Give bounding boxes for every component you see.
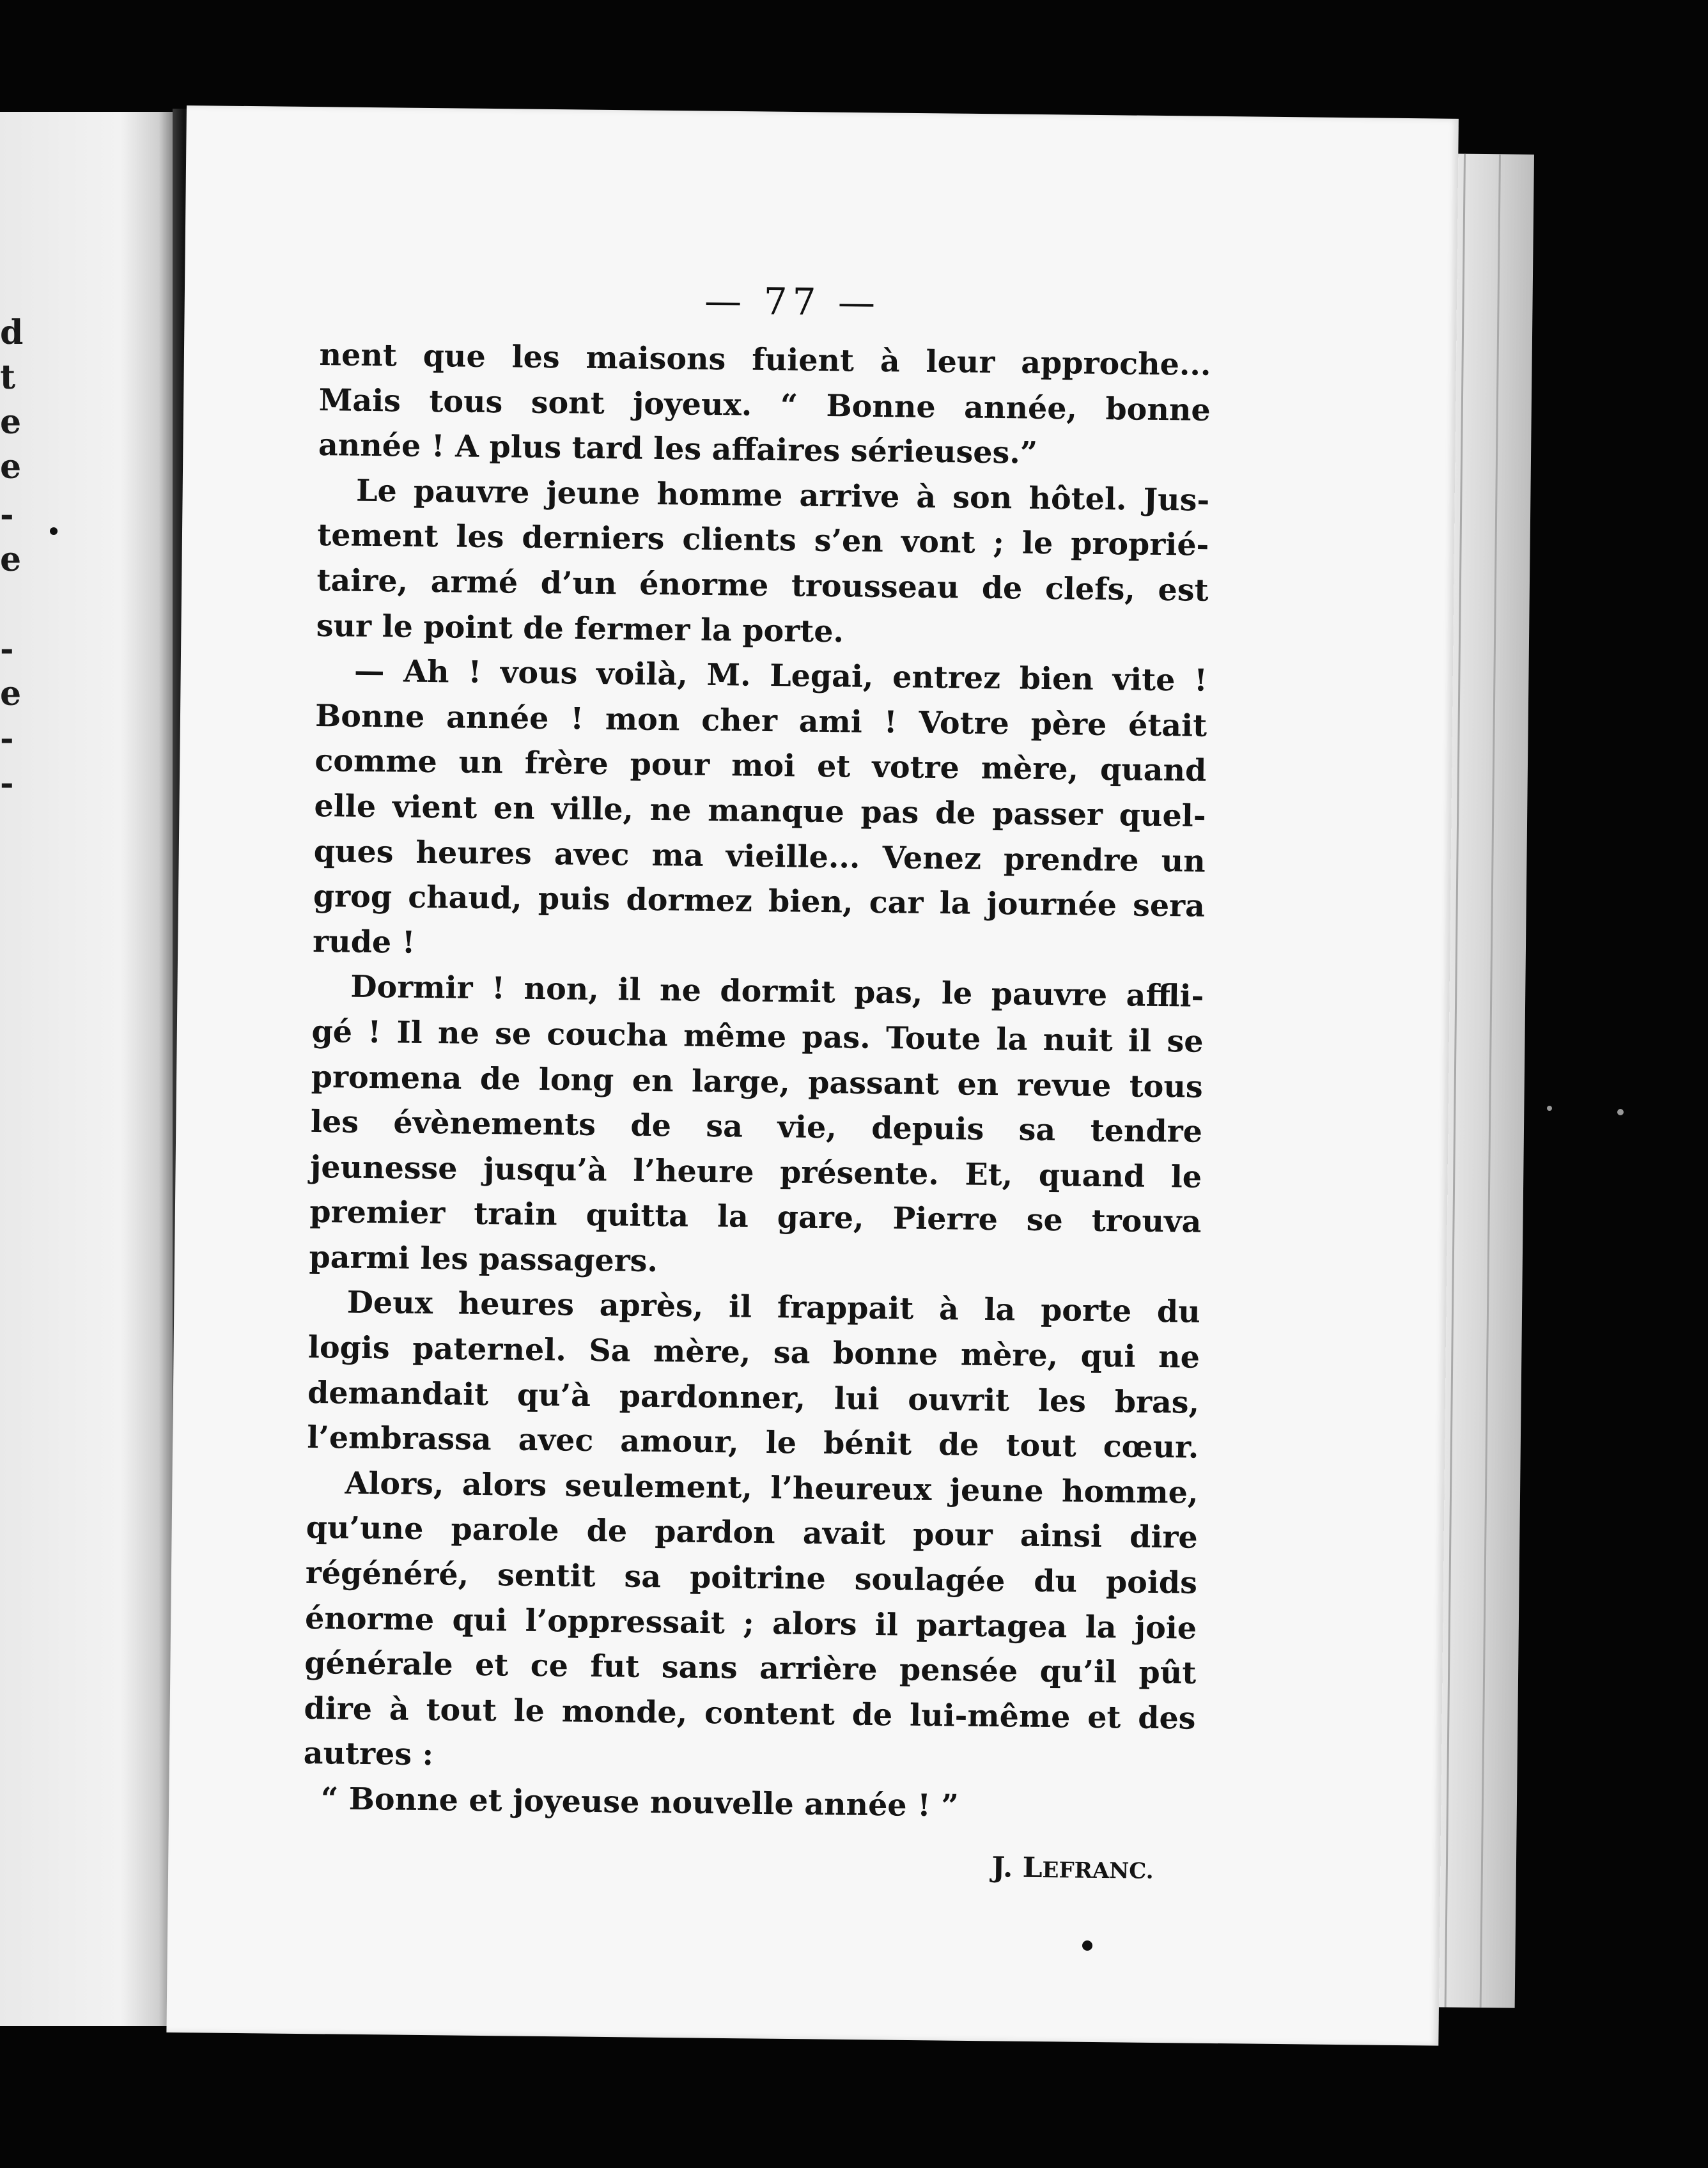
left-page-fragment: - — [0, 764, 14, 803]
text-line: l’embrassa avec amour, le bénit de tout cœur. — [307, 1420, 1199, 1466]
text-line: parmi les passagers. — [309, 1239, 658, 1279]
signature-rest: EFRANC. — [1042, 1857, 1154, 1884]
ink-speck — [1617, 1109, 1624, 1115]
ink-speck — [50, 527, 58, 535]
text-line: Mais tous sont joyeux. “ Bonne année, bonne — [318, 382, 1211, 428]
text-line: — Ah ! vous voilà, M. Legai, entrez bien vite ! — [353, 653, 1208, 699]
left-page-fragment: d — [0, 313, 24, 352]
text-line: Deux heures après, il frappait à la porte du — [346, 1285, 1201, 1331]
text-line: elle vient en ville, ne manque pas de passer quel- — [314, 787, 1206, 834]
left-page-fragment: - — [0, 630, 14, 669]
text-line: Bonne année ! mon cher ami ! Votre père était — [314, 697, 1207, 744]
text-line: qu’une parole de pardon avait pour ainsi dire — [306, 1510, 1199, 1556]
text-line: logis paternel. Sa mère, sa bonne mère, qui ne — [307, 1329, 1200, 1375]
left-page-fragment: e — [0, 674, 22, 713]
left-page-fragment: t — [0, 358, 16, 397]
left-page-fragment: e — [0, 540, 22, 579]
text-line: demandait qu’à pardonner, lui ouvrit les bras, — [307, 1374, 1200, 1421]
left-facing-page — [0, 112, 173, 2026]
text-line: Alors, alors seulement, l’heureux jeune homme, — [345, 1465, 1199, 1511]
text-line: premier train quitta la gare, Pierre se trouva — [309, 1194, 1202, 1241]
ink-speck — [1082, 1940, 1092, 1951]
left-page-fragment: - — [0, 719, 14, 758]
page-number: — 77 — — [704, 279, 881, 325]
text-line: jeunesse jusqu’à l’heure présente. Et, quand le — [309, 1149, 1202, 1195]
text-line: générale et ce fut sans arrière pensée qu’il pût — [304, 1645, 1197, 1691]
text-line: énorme qui l’oppressait ; alors il partagea la joie — [304, 1600, 1197, 1646]
text-line: dire à tout le monde, content de lui-même et des — [304, 1690, 1196, 1737]
text-line: “ Bonne et joyeuse nouvelle année ! ” — [320, 1781, 959, 1824]
text-line: régénéré, sentit sa poitrine soulagée du poids — [305, 1554, 1198, 1601]
signature-initial: J. L — [991, 1851, 1043, 1885]
text-line: ques heures avec ma vieille... Venez prendre un — [313, 833, 1206, 879]
body-text — [303, 332, 1211, 1831]
left-page-fragment: e — [0, 403, 22, 442]
text-line: Dormir ! non, il ne dormit pas, le pauvre affli- — [350, 968, 1204, 1015]
text-line: gé ! Il ne se coucha même pas. Toute la nuit il se — [311, 1013, 1204, 1060]
text-line: année ! A plus tard les affaires sérieuses.” — [318, 427, 1038, 471]
text-line: taire, armé d’un énorme trousseau de clefs, est — [316, 562, 1209, 608]
text-line: Le pauvre jeune homme arrive à son hôtel. Jus- — [355, 472, 1210, 518]
ink-speck — [1547, 1106, 1552, 1111]
text-line: comme un frère pour moi et votre mère, quand — [314, 743, 1207, 789]
left-page-fragment: - — [0, 495, 14, 534]
text-line: autres : — [303, 1735, 434, 1773]
text-line: tement les derniers clients s’en vont ; le proprié- — [317, 517, 1209, 564]
left-page-fragment: e — [0, 447, 22, 486]
text-line: nent que les maisons fuient à leur approche... — [319, 336, 1211, 383]
text-line: promena de long en large, passant en revue tous — [311, 1058, 1204, 1105]
text-line: rude ! — [312, 923, 415, 961]
text-line: sur le point de fermer la porte. — [316, 607, 844, 649]
text-line: les évènements de sa vie, depuis sa tendre — [310, 1104, 1203, 1150]
text-line: grog chaud, puis dormez bien, car la journée sera — [313, 878, 1206, 924]
